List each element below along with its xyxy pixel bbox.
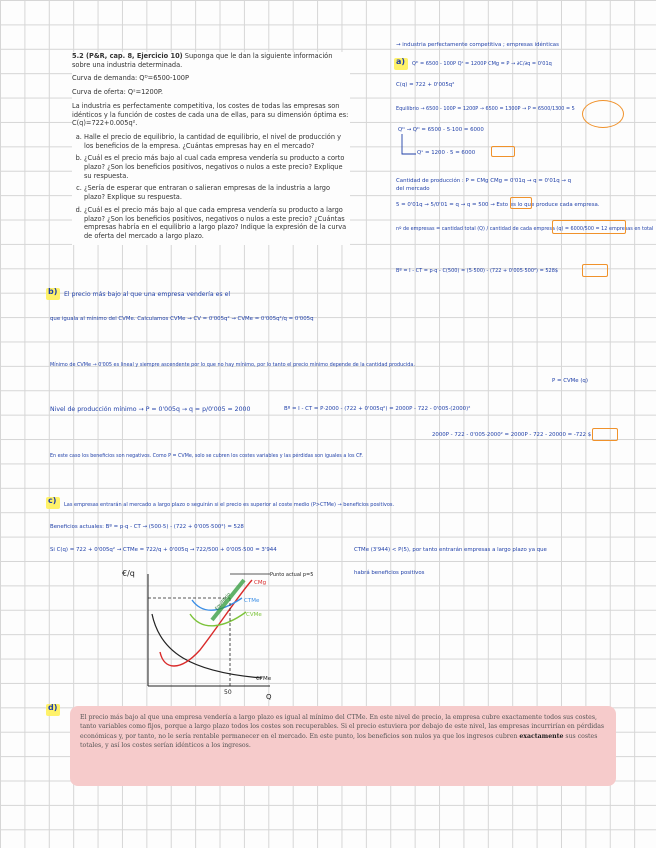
part-a-label: a) (396, 57, 406, 66)
problem-statement (72, 52, 350, 245)
part-a-line5: Qˢ = 1200 · 5 = 6000 (417, 150, 476, 156)
current-point-label: Punto actual p=5 (270, 572, 314, 578)
question-c: c. ¿Sería de esperar que entraran o salieran empresas de la industria a largo plazo? Explique su respuesta. (84, 184, 350, 201)
quantity-box (491, 146, 515, 157)
part-a-line8: nº de empresas = cantidad total (Q) / cantidad de cada empresa (q) = 6000/500 = 12 empresas en total (396, 226, 654, 232)
part-a-line4: Qᴰ → Qᴰ = 6500 - 5·100 = 6000 (398, 127, 484, 133)
part-c-line3: Si C(q) = 722 + 0'005q² → CTMe = 722/q + 0'005q → 722/500 + 0'005·500 = 3'944 (50, 547, 277, 553)
part-d-label: d) (48, 703, 58, 712)
question-b: b. ¿Cuál es el precio más bajo al cual cada empresa vendería su producto a corto plazo? ¿Son los beneficios positivos, negativos o nulos a este precio? Explique su respuesta. (84, 154, 350, 180)
question-d: d. ¿Cuál es el precio más bajo al que cada empresa vendería su producto a largo plazo? ¿Son los beneficios positivos, negativos o nulos a este precio? ¿Cuántas empresas habría en el equilibrio a largo plazo? Indique la expresión de la curva de oferta del mercado a largo plazo. (84, 206, 350, 241)
x-tick-label: 50 (224, 689, 232, 696)
part-a-line1: Qᴰ = 6500 - 100P Qˢ = 1200P CMg = P → ∂C/∂q = 0'01q (412, 61, 552, 67)
problem-context: La industria es perfectamente competitiva, los costes de todas las empresas son idénticos y la función de costes de cada una de ellas, para su dimensión óptima es: C(q)=722+0.005q². (72, 101, 349, 128)
part-b-line4b: Bº = I - CT = P·2000 - (722 + 0'005q²) = 2000P - 722 - 0'005·(2000)² (284, 406, 471, 412)
x-axis-label: Q (266, 693, 272, 701)
price-circle (582, 100, 624, 128)
ctme-label: CTMe (244, 598, 260, 604)
part-c-line3b: CTMe (3'944) < P(5), por tanto entrarán empresas a largo plazo ya que (354, 547, 547, 553)
loss-box (592, 428, 618, 441)
part-b-label: b) (48, 287, 58, 296)
cfme-curve (152, 614, 262, 678)
cmg-label: CMg (254, 580, 267, 586)
problem-heading-paragraph (72, 52, 350, 69)
part-a-line3: Equilibrio → 6500 - 100P = 1200P → 6500 = 1300P → P = 6500/1300 = 5 (396, 106, 575, 112)
q-box (510, 197, 532, 209)
profit-box (582, 264, 608, 277)
part-d-text-after: sus costes totales, y así los costes serían idénticos a los ingresos. (80, 732, 598, 749)
part-b-line6: En este caso los beneficios son negativos. Como P = CVMe, solo se cubren los costes variables y las pérdidas son iguales a los CF. (50, 454, 363, 459)
part-a-line7: 5 = 0'01q → 5/0'01 = q → q = 500 → Esto es lo que produce cada empresa. (396, 202, 600, 208)
question-a: a. Halle el precio de equilibrio, la cantidad de equilibrio, el nivel de producción y los beneficios de la empresa. ¿Cuántas empresas hay en el mercado? (84, 133, 350, 150)
part-a-line9: Bº = I - CT = p·q - C(500) = (5·500) - (722 + 0'005·500²) = 528$ (396, 268, 559, 274)
part-b-line4: Nivel de producción mínimo → P = 0'005q → q = p/0'005 = 2000 (50, 406, 251, 413)
problem-heading: 5.2 (P&R, cap. 8, Ejercicio 10) (72, 52, 183, 60)
question-list (72, 133, 350, 241)
cfme-label: CFMe (256, 676, 272, 682)
part-c-line2: Beneficios actuales: Bº = p·q - CT → (500·5) - (722 + 0'005·500²) = 528 (50, 524, 244, 530)
y-axis-label: €/q (122, 569, 135, 578)
demand-curve: Curva de demanda: Qᴰ=6500-100P (72, 74, 189, 83)
part-a-line6: Cantidad de producción : P = CMg CMg = 0'01q → q = 0'01q → q (396, 178, 572, 184)
part-b-line3: Mínimo de CVMe → 0'005 es lineal y siempre ascendente por lo que no hay mínimo, por lo tanto el precio mínimo depende de la cantidad producida. (50, 362, 415, 368)
part-d-text-before: El precio más bajo al que una empresa vendería a largo plazo es igual al mínimo del CTMe. En este nivel de precio, la empresa cubre exactamente todos sus costes, tanto variables como fijos, porque a largo plazo todos los costes son recuperables. Si el precio estuviera por debajo de este nivel, las empresas incurrirían en pérdidas económicas y, por tanto, no le sería rentable permanecer en el mercado. En este punto, los beneficios son nulos ya que los ingresos cubren (80, 714, 605, 740)
cvme-label: CVMe (246, 612, 262, 618)
equilibrium-label: Equilibrio (214, 592, 233, 612)
supply-curve: Curva de oferta: Qˢ=1200P. (72, 88, 163, 97)
part-b-line3b: P = CVMe (q) (552, 378, 588, 384)
part-c-line3c: habrá beneficios positivos (354, 570, 425, 576)
bracket-arrow (398, 134, 418, 164)
part-d-answer-box (70, 706, 616, 786)
part-c-line1: Las empresas entrarán al mercado a largo plazo o seguirán si el precio es superior al coste medio (P>CTMe) → beneficios positivos. (64, 502, 395, 508)
part-c-label: c) (48, 496, 57, 505)
part-a-header-note: → industria perfectamente competitiva ; empresas idénticas (396, 42, 559, 48)
firms-box (552, 220, 626, 234)
part-b-line5: 2000P - 722 - 0'005·2000² = 2000P - 722 - 20000 = -722 $ (432, 432, 592, 438)
part-a-line2: C(q) = 722 + 0'005q² (396, 82, 455, 88)
cost-curve-graph (120, 562, 314, 702)
part-a-line6b: del mercado (396, 186, 430, 192)
part-b-line1: El precio más bajo al que una empresa vendería es el (64, 291, 231, 298)
part-d-text-bold: exactamente (519, 732, 564, 740)
part-b-line2: que iguala al mínimo del CVMe. Calculamos CVMe → CV = 0'005q² → CVMe = 0'005q²/q = 0'005q (50, 316, 314, 322)
problem-intro: Suponga que le dan la siguiente información sobre una industria determinada. (72, 52, 333, 69)
cmg-curve (160, 580, 252, 666)
